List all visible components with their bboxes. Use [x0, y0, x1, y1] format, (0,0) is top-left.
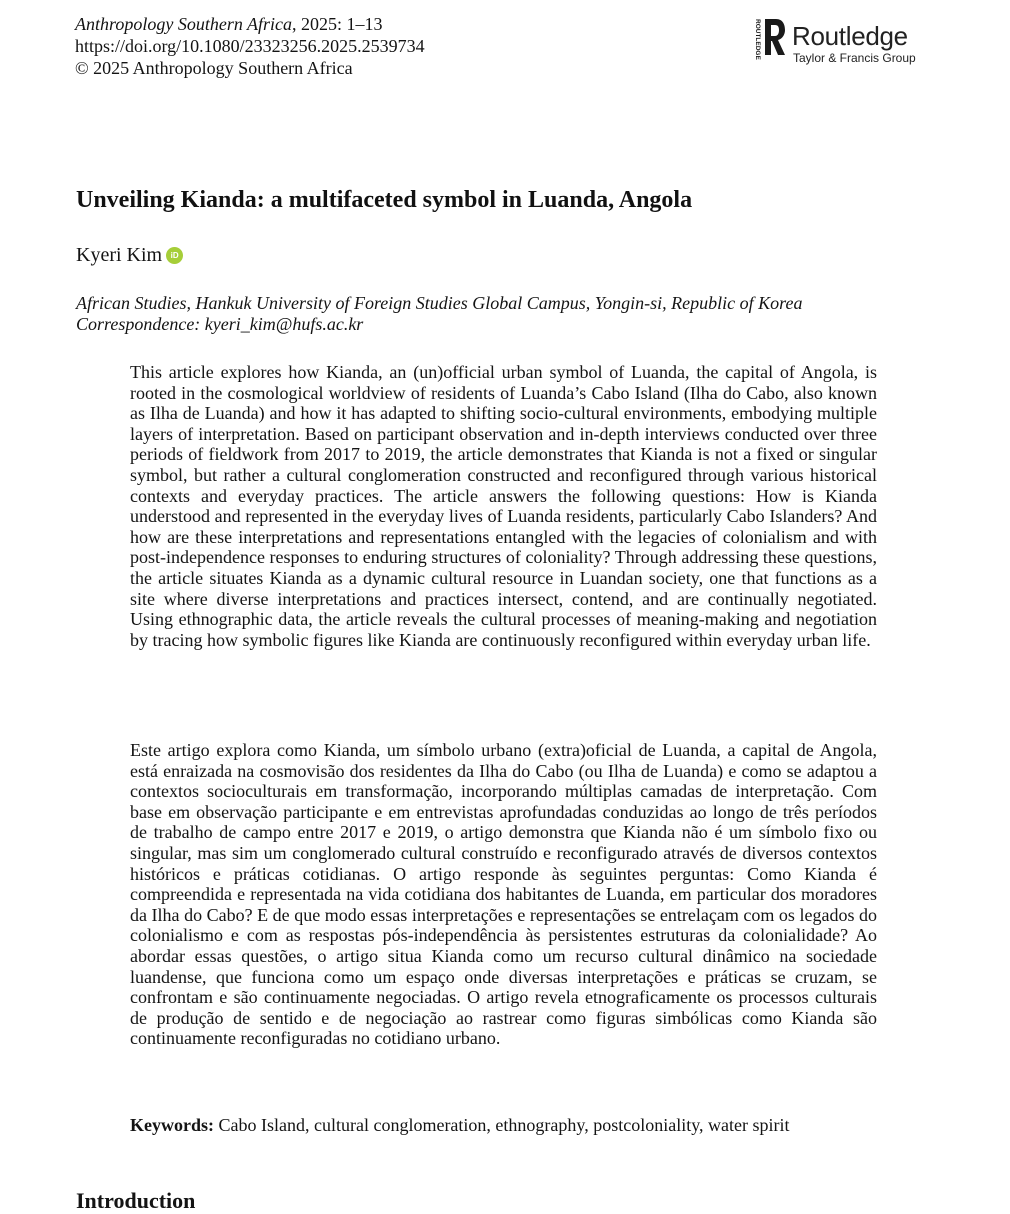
journal-meta: [75, 13, 425, 79]
author-name[interactable]: Kyeri Kim: [76, 244, 163, 266]
author-line: [76, 243, 183, 267]
orcid-icon[interactable]: iD: [166, 247, 183, 264]
article-title: Unveiling Kianda: a multifaceted symbol in Luanda, Angola: [76, 187, 693, 213]
abstract-english: This article explores how Kianda, an (un)official urban symbol of Luanda, the capital of Angola, is rooted in the cosmological worldview of residents of Luanda’s Cabo Island (Ilha do Cabo, also known as Ilha de Luanda) and how it has adapted to shifting socio-cultural environments, embodying multiple layers of interpretation. Based on participant observation and in-depth interviews conducted over three periods of fieldwork from 2017 to 2019, the article demonstrates that Kianda is not a fixed or singular symbol, but rather a cultural conglomeration constructed and reconfigured through various historical contexts and everyday practices. The article answers the following questions: How is Kianda understood and represented in the everyday lives of Luanda residents, particularly Cabo Islanders? And how are these interpretations and representations entangled with the legacies of colonialism and with post-independence responses to enduring structures of coloniality? Through addressing these questions, the article situates Kianda as a dynamic cultural resource in Luandan society, one that functions as a site where diverse interpretations and practices intersect, contend, and are continually negotiated. Using ethnographic data, the article reveals the cultural processes of meaning-making and negotiation by tracing how symbolic figures like Kianda are continuously reconfigured within everyday urban life.: [130, 362, 877, 650]
doi-link[interactable]: https://doi.org/10.1080/23323256.2025.2539734: [75, 36, 425, 56]
publisher-logo: [750, 17, 940, 69]
keywords-list: Cabo Island, cultural conglomeration, ethnography, postcoloniality, water spirit: [218, 1115, 790, 1135]
correspondence[interactable]: Correspondence: kyeri_kim@hufs.ac.kr: [76, 314, 364, 334]
publisher-group: Taylor & Francis Group: [793, 51, 916, 65]
journal-name: Anthropology Southern Africa: [75, 14, 292, 34]
copyright-line: © 2025 Anthropology Southern Africa: [75, 58, 353, 78]
journal-issue: , 2025: 1–13: [291, 14, 383, 34]
keywords-label: Keywords:: [130, 1115, 214, 1135]
section-heading-introduction: Introduction: [76, 1188, 196, 1213]
publisher-vertical-wordmark: ROUTLEDGE: [754, 19, 761, 60]
journal-citation: [75, 13, 425, 35]
routledge-logo-icon: [750, 17, 786, 69]
affiliation-block: [76, 293, 936, 335]
keywords: [130, 1114, 890, 1136]
publisher-name: Routledge: [792, 21, 908, 51]
abstract-portuguese: Este artigo explora como Kianda, um símbolo urbano (extra)oficial de Luanda, a capital de Angola, está enraizada na cosmovisão dos residentes da Ilha do Cabo (ou Ilha de Luanda) e como se adaptou a contextos socioculturais em transformação, incorporando múltiplas camadas de interpretação. Com base em observação participante e em entrevistas aprofundadas conduzidas ao longo de três períodos de trabalho de campo entre 2017 e 2019, o artigo demonstra que Kianda não é um símbolo fixo ou singular, mas sim um conglomerado cultural construído e reconfigurado através de diversos contextos históricos e práticas cotidianas. O artigo responde às seguintes perguntas: Como Kianda é compreendida e representada na vida cotidiana dos habitantes de Luanda, em particular dos moradores da Ilha do Cabo? E de que modo essas interpretações e representações se entrelaçam com os legados do colonialismo e com as respostas pós-independência às persistentes estruturas da colonialidade? Ao abordar essas questões, o artigo situa Kianda como um recurso cultural dinâmico na sociedade luandense, que funciona como um espaço onde diversas interpretações e práticas se cruzam, se confrontam e são continuamente negociadas. O artigo revela etnograficamente os processos culturais de produção de sentido e de negociação ao rastrear como figuras simbólicas como Kianda são continuamente reconfiguradas no cotidiano urbano.: [130, 740, 877, 1049]
affiliation: African Studies, Hankuk University of Foreign Studies Global Campus, Yongin-si, Republic of Korea: [76, 293, 803, 313]
